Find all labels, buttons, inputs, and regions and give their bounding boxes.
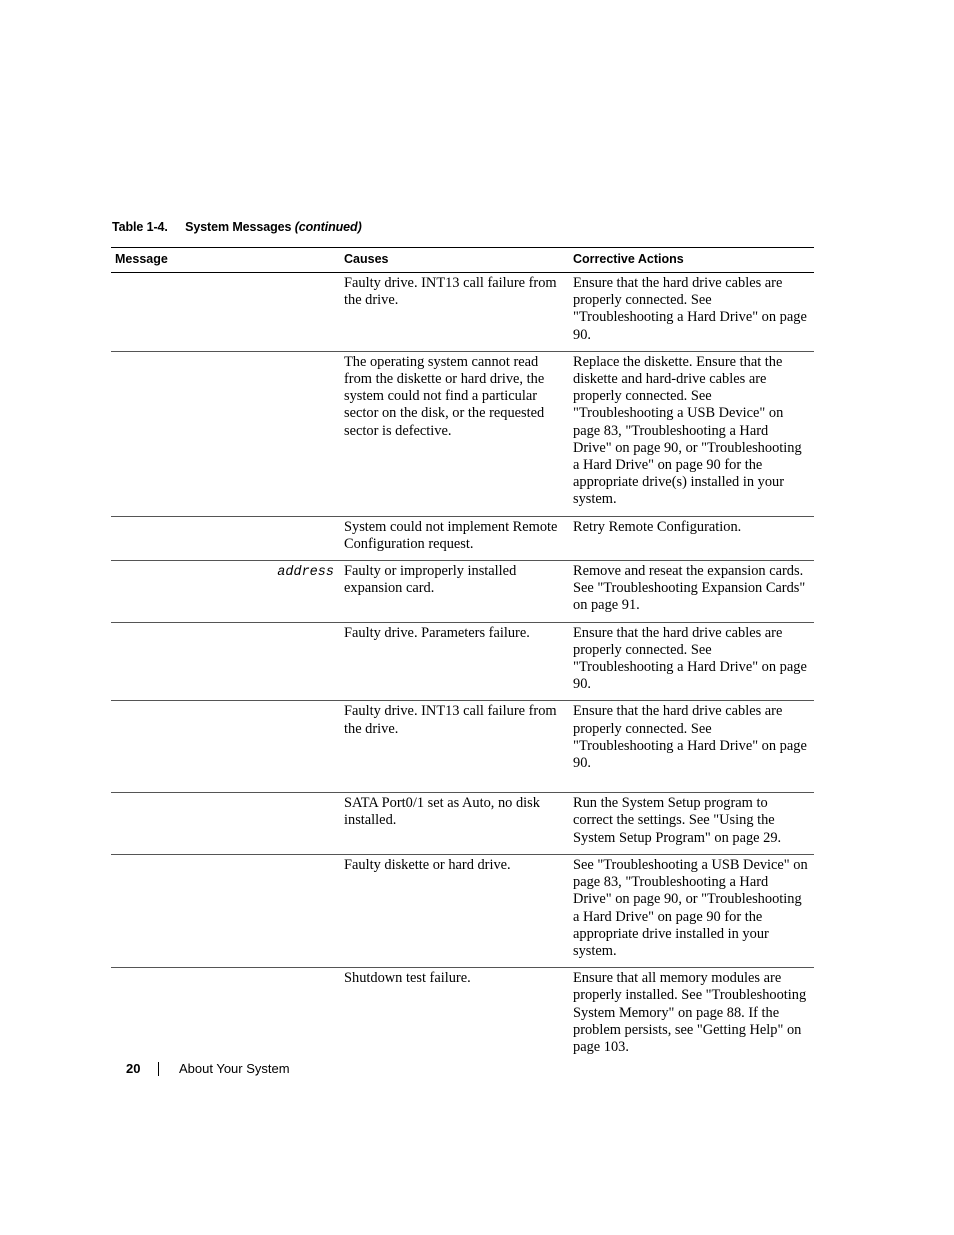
system-messages-table [111,247,814,1063]
table-row [111,854,814,967]
message-cell [111,273,340,352]
cause-cell: Faulty diskette or hard drive. [340,854,569,967]
action-cell: Replace the diskette. Ensure that the diskette and hard-drive cables are properly connected. See "Troubleshooting a USB Device" on page 83, "Troubleshooting a Hard Drive" on page 90, or "Troubleshooting a Hard Drive" on page 90 for the appropriate drive(s) installed in your system. [569,351,814,516]
cause-cell: The operating system cannot read from the diskette or hard drive, the system could not find a particular sector on the disk, or the requested sector is defective. [340,351,569,516]
message-cell [111,351,340,516]
table-row [111,622,814,701]
action-cell: Run the System Setup program to correct the settings. See "Using the System Setup Program" on page 29. [569,793,814,855]
table-row [111,516,814,560]
table-row [111,701,814,793]
header-causes: Causes [340,248,569,273]
table-row [111,968,814,1064]
cause-cell: Faulty drive. Parameters failure. [340,622,569,701]
cause-cell: Faulty or improperly installed expansion card. [340,561,569,623]
table-continued-note: (continued) [294,220,362,234]
table-title: System Messages [185,220,292,234]
table-row [111,793,814,855]
table-caption [112,220,362,234]
message-cell [111,968,340,1064]
cause-cell: System could not implement Remote Configuration request. [340,516,569,560]
message-cell [111,854,340,967]
action-cell: Ensure that the hard drive cables are properly connected. See "Troubleshooting a Hard Drive" on page 90. [569,701,814,793]
message-cell [111,561,340,623]
action-cell: Ensure that the hard drive cables are properly connected. See "Troubleshooting a Hard Drive" on page 90. [569,273,814,352]
table-row [111,273,814,352]
message-cell [111,622,340,701]
cause-cell: Shutdown test failure. [344,970,471,987]
table-header-row [111,248,814,273]
action-cell: Remove and reseat the expansion cards. See "Troubleshooting Expansion Cards" on page 91. [569,561,814,623]
cause-cell: Faulty drive. INT13 call failure from the drive. [340,273,569,352]
action-cell: Ensure that the hard drive cables are properly connected. See "Troubleshooting a Hard Drive" on page 90. [569,622,814,701]
table-row [111,351,814,516]
cause-cell: SATA Port0/1 set as Auto, no disk installed. [340,793,569,855]
footer-divider [158,1062,159,1076]
message-cell [111,516,340,560]
table-row [111,561,814,623]
table-number: Table 1-4. [112,220,168,234]
section-title: About Your System [179,1061,290,1076]
message-cell [111,701,340,793]
action-cell: See "Troubleshooting a USB Device" on page 83, "Troubleshooting a Hard Drive" on page 90, or "Troubleshooting a Hard Drive" on page 90 for the appropriate drive installed in your system. [569,854,814,967]
page-number: 20 [126,1061,141,1076]
action-cell: Retry Remote Configuration. [569,516,814,560]
cause-cell: Faulty drive. INT13 call failure from the drive. [340,701,569,793]
header-corrective-actions: Corrective Actions [569,248,814,273]
message-cell [111,793,340,855]
message-address: address [277,565,334,581]
action-cell: Ensure that all memory modules are properly installed. See "Troubleshooting System Memory" on page 88. If the problem persists, see "Getting Help" on page 103. [573,970,807,1055]
header-message: Message [111,248,340,273]
